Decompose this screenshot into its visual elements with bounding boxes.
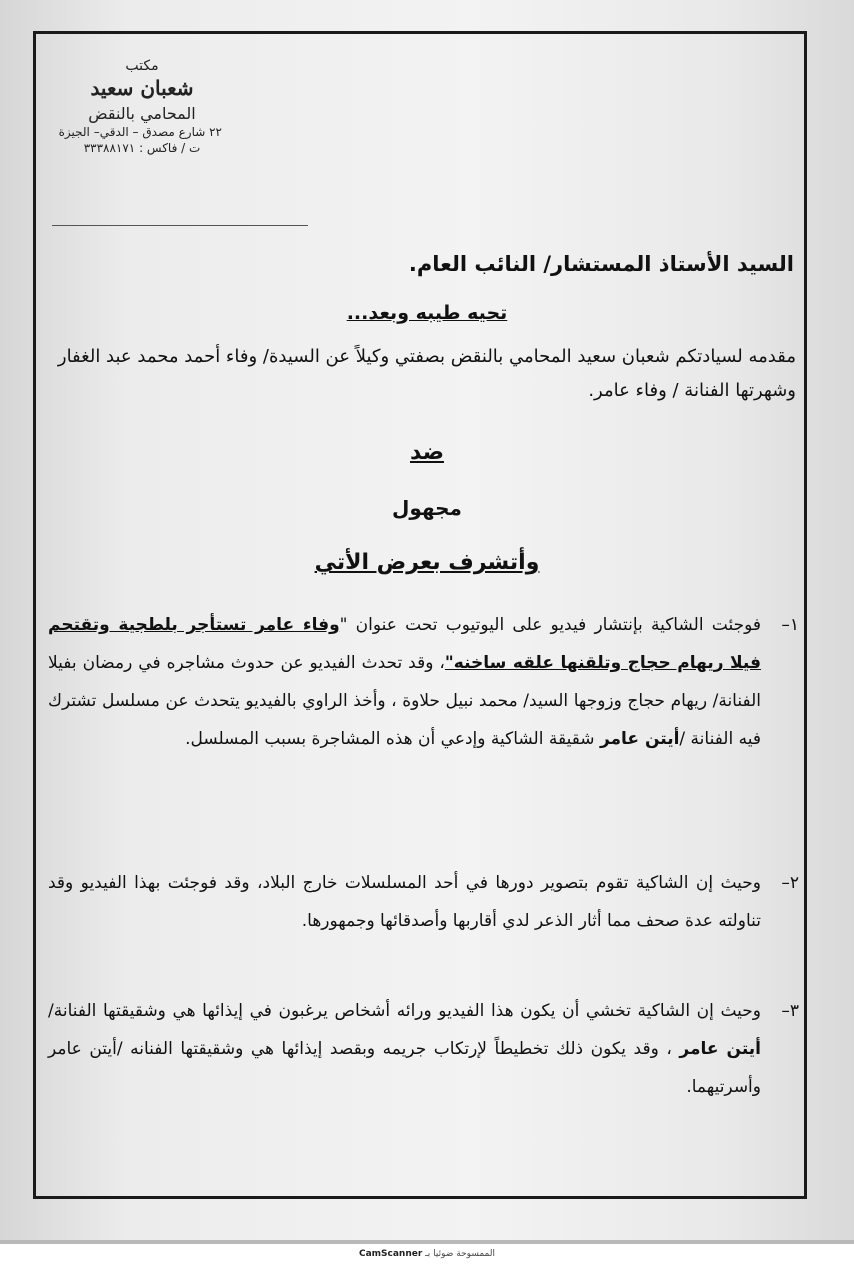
item-text: فوجئت الشاكية بإنتشار فيديو على اليوتيوب تحت عنوان ": [339, 615, 761, 635]
defendant-unknown: مجهول: [392, 496, 462, 520]
list-item: [48, 992, 799, 1106]
item-text: وحيث إن الشاكية تقوم بتصوير دورها في أحد المسلسلات خارج البلاد، وقد فوجئت بهذا الفيديو وقد تناولته عدة صحف مما أثار الذعر لدي أقاربها وأصدقائها وجمهورها.: [48, 873, 761, 931]
sister-name: أيتن عامر: [599, 729, 680, 749]
watermark-text: الممسوحة ضوئيا بـ: [425, 1249, 496, 1259]
against-heading: ضد: [410, 440, 444, 465]
greeting: تحيه طيبه وبعد...: [346, 302, 508, 324]
intro-paragraph: مقدمه لسيادتكم شعبان سعيد المحامي بالنقض بصفتي وكيلاً عن السيدة/ وفاء أحمد محمد عبد الغفار وشهرتها الفنانة / وفاء عامر.: [57, 346, 796, 401]
sister-name: أيتن عامر: [679, 1039, 761, 1059]
video-title: وفاء عامر تستأجر بلطجية وتقتحم فيلا ريهام حجاج وتلقنها علقه ساخنه": [48, 615, 762, 673]
item-number: ٣–: [781, 1001, 799, 1021]
item-text: وحيث إن الشاكية تخشي أن يكون هذا الفيديو ورائه أشخاص يرغبون في إيذائها هي وشقيقتها الفنانة/: [48, 1001, 761, 1021]
list-item: [48, 606, 799, 758]
item-text: ، وقد يكون ذلك تخطيطاً لإرتكاب جريمه وبقصد إيذائها هي وشقيقتها الفنانه /أيتن عامر وأسرتيهما.: [48, 1039, 761, 1097]
item-text: شقيقة الشاكية وإدعي أن هذه المشاجرة بسبب المسلسل.: [185, 729, 600, 749]
facts-heading: وأتشرف بعرض الأتي: [314, 550, 540, 575]
letterhead-address: ٢٢ شارع مصدق – الدقي– الجيزة: [58, 125, 222, 139]
letterhead-divider: [52, 225, 308, 226]
item-text: ، وقد تحدث الفيديو عن حدوث مشاجره في رمضان بفيلا الفنانة/ ريهام حجاج وزوجها السيد/ محمد نبيل حلاوة ، وأخذ الراوي بالفيديو يتحدث عن مسلسل تشترك فيه الفنانة /: [48, 653, 761, 749]
scanner-watermark: [0, 1244, 854, 1264]
watermark-brand: CamScanner: [358, 1249, 423, 1259]
letterhead-phone: ت / فاكس : ٣٣٣٨٨١٧١: [83, 141, 201, 155]
letterhead-title: المحامي بالنقض: [88, 104, 196, 123]
item-number: ١–: [781, 615, 799, 635]
letterhead-office: مكتب: [125, 58, 159, 74]
letterhead: [58, 58, 222, 155]
letterhead-name: شعبان سعيد: [90, 76, 194, 100]
addressee: السيد الأستاذ المستشار/ النائب العام.: [408, 252, 794, 276]
list-item: [48, 864, 799, 940]
item-number: ٢–: [781, 873, 799, 893]
